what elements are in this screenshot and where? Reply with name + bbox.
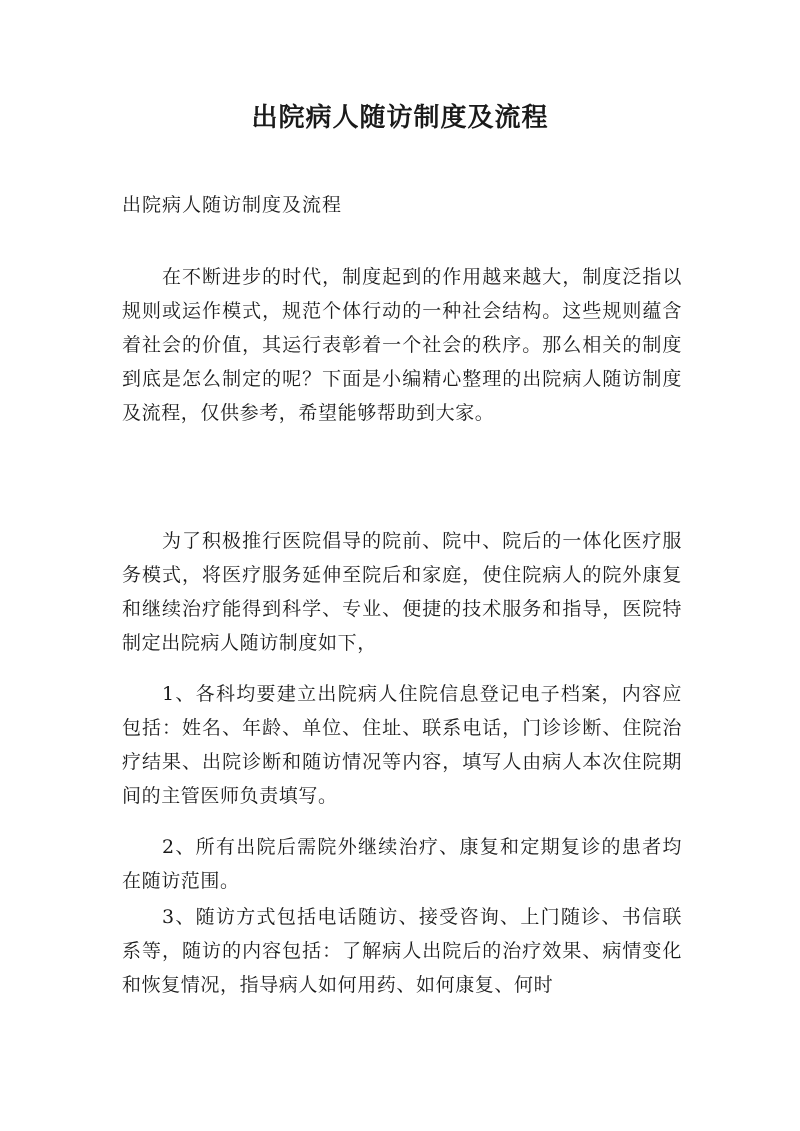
document-title: 出院病人随访制度及流程	[251, 103, 549, 133]
purpose-paragraph: 为了积极推行医院倡导的院前、院中、院后的一体化医疗服务模式，将医疗服务延伸至院后和家庭，使住院病人的院外康复和继续治疗能得到科学、专业、便捷的技术服务和指导，医院特制定出院病人随访制度如下，	[122, 530, 682, 654]
rule-item-1: 1、各科均要建立出院病人住院信息登记电子档案，内容应包括：姓名、年龄、单位、住址、联系电话，门诊诊断、住院治疗结果、出院诊断和随访情况等内容，填写人由病人本次住院期间的主管医师负责填写。	[122, 683, 682, 807]
document-subtitle: 出院病人随访制度及流程	[122, 194, 343, 216]
rule-item-3: 3、随访方式包括电话随访、接受咨询、上门随诊、书信联系等，随访的内容包括：了解病人出院后的治疗效果、病情变化和恢复情况，指导病人如何用药、如何康复、何时	[122, 906, 682, 996]
intro-paragraph: 在不断进步的时代，制度起到的作用越来越大，制度泛指以规则或运作模式，规范个体行动的一种社会结构。这些规则蕴含着社会的价值，其运行表彰着一个社会的秩序。那么相关的制度到底是怎么制定的呢？下面是小编精心整理的出院病人随访制度及流程，仅供参考，希望能够帮助到大家。	[122, 266, 682, 424]
rule-item-2: 2、所有出院后需院外继续治疗、康复和定期复诊的患者均在随访范围。	[122, 836, 682, 892]
